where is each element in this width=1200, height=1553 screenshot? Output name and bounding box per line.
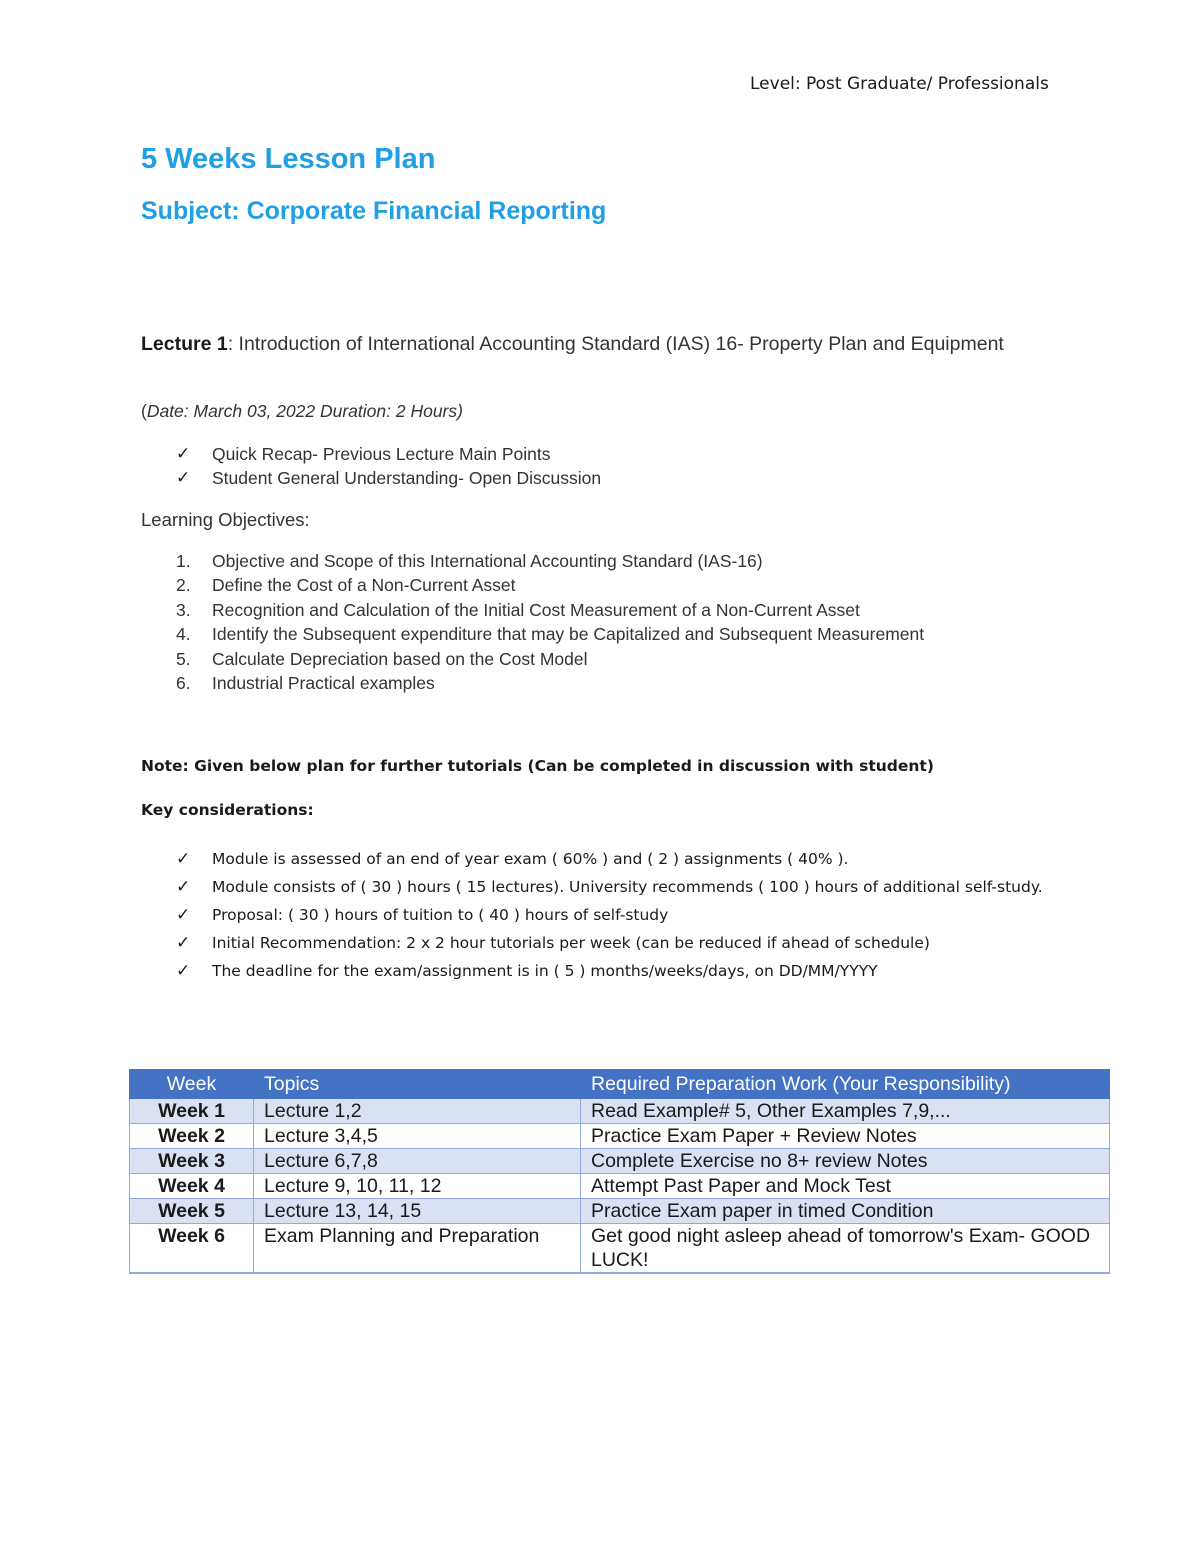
lecture-label: Lecture 1	[141, 333, 228, 355]
week-cell: Week 4	[130, 1174, 254, 1199]
list-number: 1.	[176, 551, 191, 571]
topics-cell: Lecture 1,2	[254, 1099, 581, 1124]
week-cell: Week 1	[130, 1099, 254, 1124]
checkmark-icon: ✓	[176, 905, 191, 925]
list-item	[176, 901, 1076, 929]
list-item-text: The deadline for the exam/assignment is in ( 5 ) months/weeks/days, on DD/MM/YYYY	[212, 962, 878, 980]
list-number: 5.	[176, 648, 191, 669]
topics-cell: Lecture 6,7,8	[254, 1149, 581, 1174]
checkmark-icon: ✓	[176, 444, 191, 463]
preparation-cell: Attempt Past Paper and Mock Test	[581, 1174, 1110, 1199]
preparation-cell: Complete Exercise no 8+ review Notes	[581, 1149, 1110, 1174]
page-title: 5 Weeks Lesson Plan	[141, 143, 436, 175]
week-cell: Week 5	[130, 1199, 254, 1224]
topics-cell: Lecture 9, 10, 11, 12	[254, 1174, 581, 1199]
table-header-row	[130, 1070, 1110, 1099]
checkmark-icon: ✓	[176, 468, 191, 487]
list-item	[176, 671, 924, 695]
list-number: 6.	[176, 673, 191, 694]
week-cell: Week 2	[130, 1124, 254, 1149]
list-item-text: Student General Understanding- Open Discussion	[212, 468, 602, 488]
list-number: 4.	[176, 624, 191, 645]
weekly-plan-table	[129, 1069, 1110, 1274]
list-item-text: Quick Recap- Previous Lecture Main Points	[212, 444, 551, 464]
list-item	[176, 598, 924, 622]
list-item	[176, 549, 924, 573]
list-item	[176, 622, 924, 646]
column-header-topics: Topics	[254, 1070, 581, 1099]
lecture-description: : Introduction of International Accounting Standard (IAS) 16- Property Plan and Equipment	[227, 333, 1004, 355]
list-item	[176, 442, 601, 466]
key-considerations-heading: Key considerations:	[141, 801, 314, 819]
list-number: 2.	[176, 575, 191, 596]
week-cell: Week 3	[130, 1149, 254, 1174]
list-item	[176, 929, 1076, 957]
list-item	[176, 957, 1076, 985]
list-item	[176, 466, 601, 490]
table-row	[130, 1099, 1110, 1124]
table-row	[130, 1199, 1110, 1224]
tutorial-note: Note: Given below plan for further tutorials (Can be completed in discussion with student)	[141, 757, 934, 775]
list-item	[176, 845, 1076, 873]
list-item-text: Recognition and Calculation of the Initial Cost Measurement of a Non-Current Asset	[212, 599, 860, 620]
list-item-text: Objective and Scope of this International Accounting Standard (IAS-16)	[212, 551, 763, 571]
list-item-text: Module consists of ( 30 ) hours ( 15 lectures). University recommends ( 100 ) hours of additional self-study.	[212, 878, 1043, 896]
lecture-heading	[141, 331, 1021, 358]
list-item-text: Define the Cost of a Non-Current Asset	[212, 575, 516, 596]
column-header-week: Week	[130, 1070, 254, 1099]
list-item-text: Identify the Subsequent expenditure that may be Capitalized and Subsequent Measurement	[212, 624, 925, 645]
list-item-text: Module is assessed of an end of year exam ( 60% ) and ( 2 ) assignments ( 40% ).	[212, 850, 849, 868]
level-label: Level: Post Graduate/ Professionals	[750, 74, 1049, 94]
list-number: 3.	[176, 599, 191, 620]
topics-cell: Lecture 3,4,5	[254, 1124, 581, 1149]
preparation-cell: Get good night asleep ahead of tomorrow's Exam- GOOD LUCK!	[581, 1224, 1110, 1274]
topics-cell: Lecture 13, 14, 15	[254, 1199, 581, 1224]
learning-objectives-heading: Learning Objectives:	[141, 509, 310, 530]
list-item-text: Calculate Depreciation based on the Cost Model	[212, 648, 588, 669]
list-item-text: Proposal: ( 30 ) hours of tuition to ( 40 ) hours of self-study	[212, 906, 669, 924]
checkmark-icon: ✓	[176, 849, 191, 869]
table-row	[130, 1224, 1110, 1274]
subject-heading: Subject: Corporate Financial Reporting	[141, 197, 607, 225]
date-open-paren: (	[141, 401, 147, 421]
lecture-date-duration: Date: March 03, 2022 Duration: 2 Hours)	[146, 401, 463, 421]
table-row	[130, 1124, 1110, 1149]
checkmark-icon: ✓	[176, 933, 191, 953]
preparation-cell: Read Example# 5, Other Examples 7,9,...	[581, 1099, 1110, 1124]
list-item-text: Industrial Practical examples	[212, 673, 435, 694]
preparation-cell: Practice Exam Paper + Review Notes	[581, 1124, 1110, 1149]
checkmark-icon: ✓	[176, 961, 191, 981]
lecture-dateline	[141, 401, 463, 422]
topics-cell: Exam Planning and Preparation	[254, 1224, 581, 1274]
week-cell: Week 6	[130, 1224, 254, 1274]
learning-objectives-list	[176, 549, 924, 695]
checkmark-icon: ✓	[176, 877, 191, 897]
list-item	[176, 873, 1076, 901]
preparation-cell: Practice Exam paper in timed Condition	[581, 1199, 1110, 1224]
table-row	[130, 1149, 1110, 1174]
list-item	[176, 573, 924, 597]
key-considerations-list	[176, 845, 1076, 985]
list-item-text: Initial Recommendation: 2 x 2 hour tutorials per week (can be reduced if ahead of schedule)	[212, 934, 930, 952]
lecture-checklist	[176, 442, 601, 490]
column-header-preparation: Required Preparation Work (Your Responsibility)	[581, 1070, 1110, 1099]
list-item	[176, 647, 924, 671]
table-row	[130, 1174, 1110, 1199]
